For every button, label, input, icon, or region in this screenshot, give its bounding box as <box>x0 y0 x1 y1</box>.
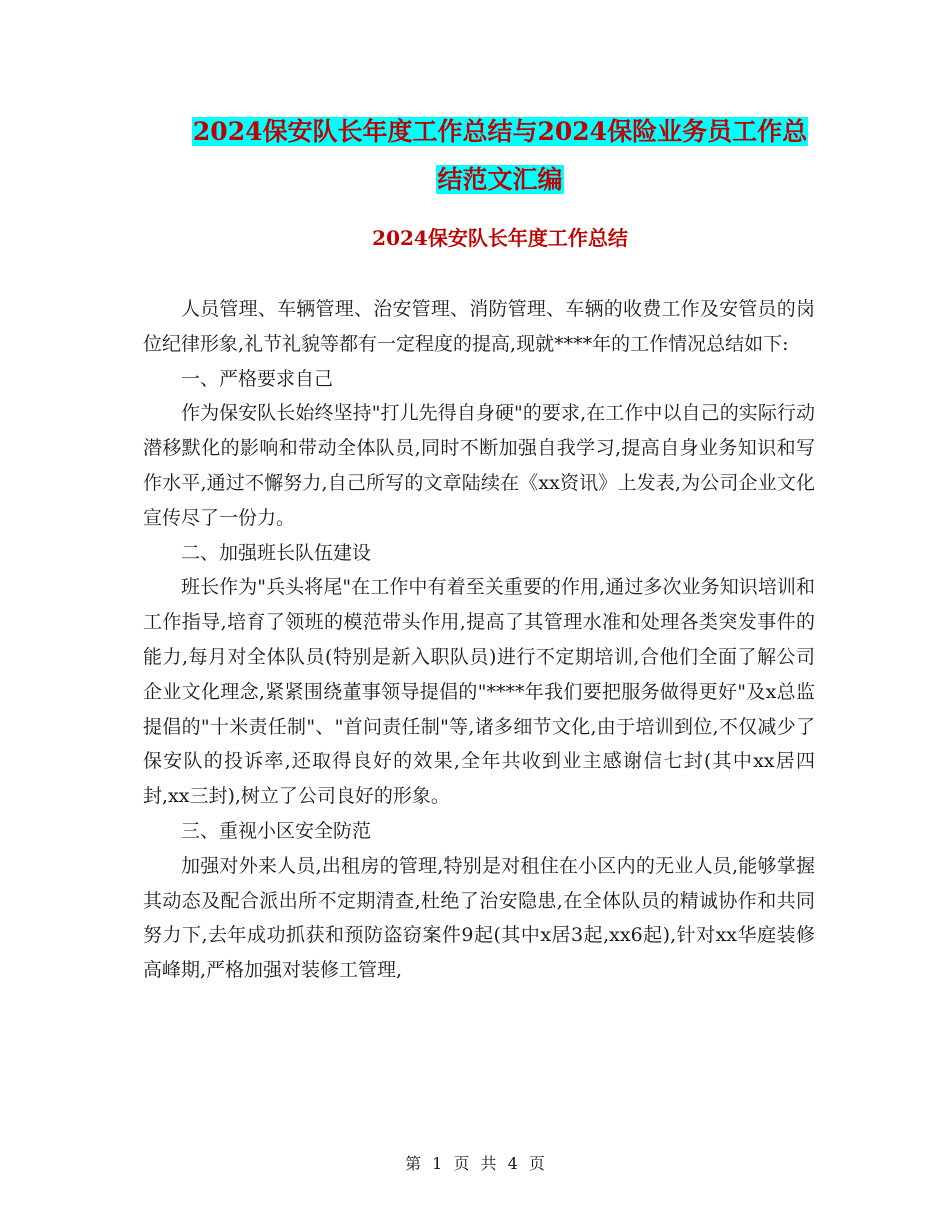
document-body <box>143 292 815 988</box>
heading-strict-self-requirement: 一、严格要求自己 <box>181 367 334 390</box>
heading-team-leader-building: 二、加强班长队伍建设 <box>181 541 372 564</box>
document-title-line-2: 结范文汇编 <box>437 165 563 194</box>
section-title: 2024保安队长年度工作总结 <box>372 226 628 250</box>
paragraph-team-leader-building: 班长作为"兵头将尾"在工作中有着至关重要的作用,通过多次业务知识培训和工作指导,培育了领班的模范带头作用,提高了其管理水准和处理各类突发事件的能力,每月对全体队员(特别是新入职队员)进行不定期培训,合他们全面了解公司企业文化理念,紧紧围绕董事领导提倡的"****年我们要把服务做得更好"及x总监提倡的"十米责任制"、"首问责任制"等,诸多细节文化,由于培训到位,不仅减少了保安队的投诉率,还取得良好的效果,全年共收到业主感谢信七封(其中xx居四封,xx三封),树立了公司良好的形象。 <box>143 576 815 808</box>
document-title-line-1: 2024保安队长年度工作总结与2024保险业务员工作总 <box>192 117 808 146</box>
page-number-footer: 第 1 页 共 4 页 <box>405 1154 545 1173</box>
paragraph-community-security: 加强对外来人员,出租房的管理,特别是对租住在小区内的无业人员,能够掌握其动态及配合派出所不定期清查,杜绝了治安隐患,在全体队员的精诚协作和共同努力下,去年成功抓获和预防盗窃案件9起(其中x居3起,xx6起),针对xx华庭装修高峰期,严格加强对装修工管理, <box>143 854 815 982</box>
document-title <box>120 108 880 204</box>
heading-community-security: 三、重视小区安全防范 <box>181 819 372 842</box>
paragraph-strict-self-requirement: 作为保安队长始终坚持"打儿先得自身硬"的要求,在工作中以自己的实际行动潜移默化的影响和带动全体队员,同时不断加强自我学习,提高自身业务知识和写作水平,通过不懈努力,自己所写的文章陆续在《xx资讯》上发表,为公司企业文化宣传尽了一份力。 <box>143 402 815 529</box>
paragraph-intro: 人员管理、车辆管理、治安管理、消防管理、车辆的收费工作及安管员的岗位纪律形象,礼节礼貌等都有一定程度的提高,现就****年的工作情况总结如下: <box>143 298 815 355</box>
